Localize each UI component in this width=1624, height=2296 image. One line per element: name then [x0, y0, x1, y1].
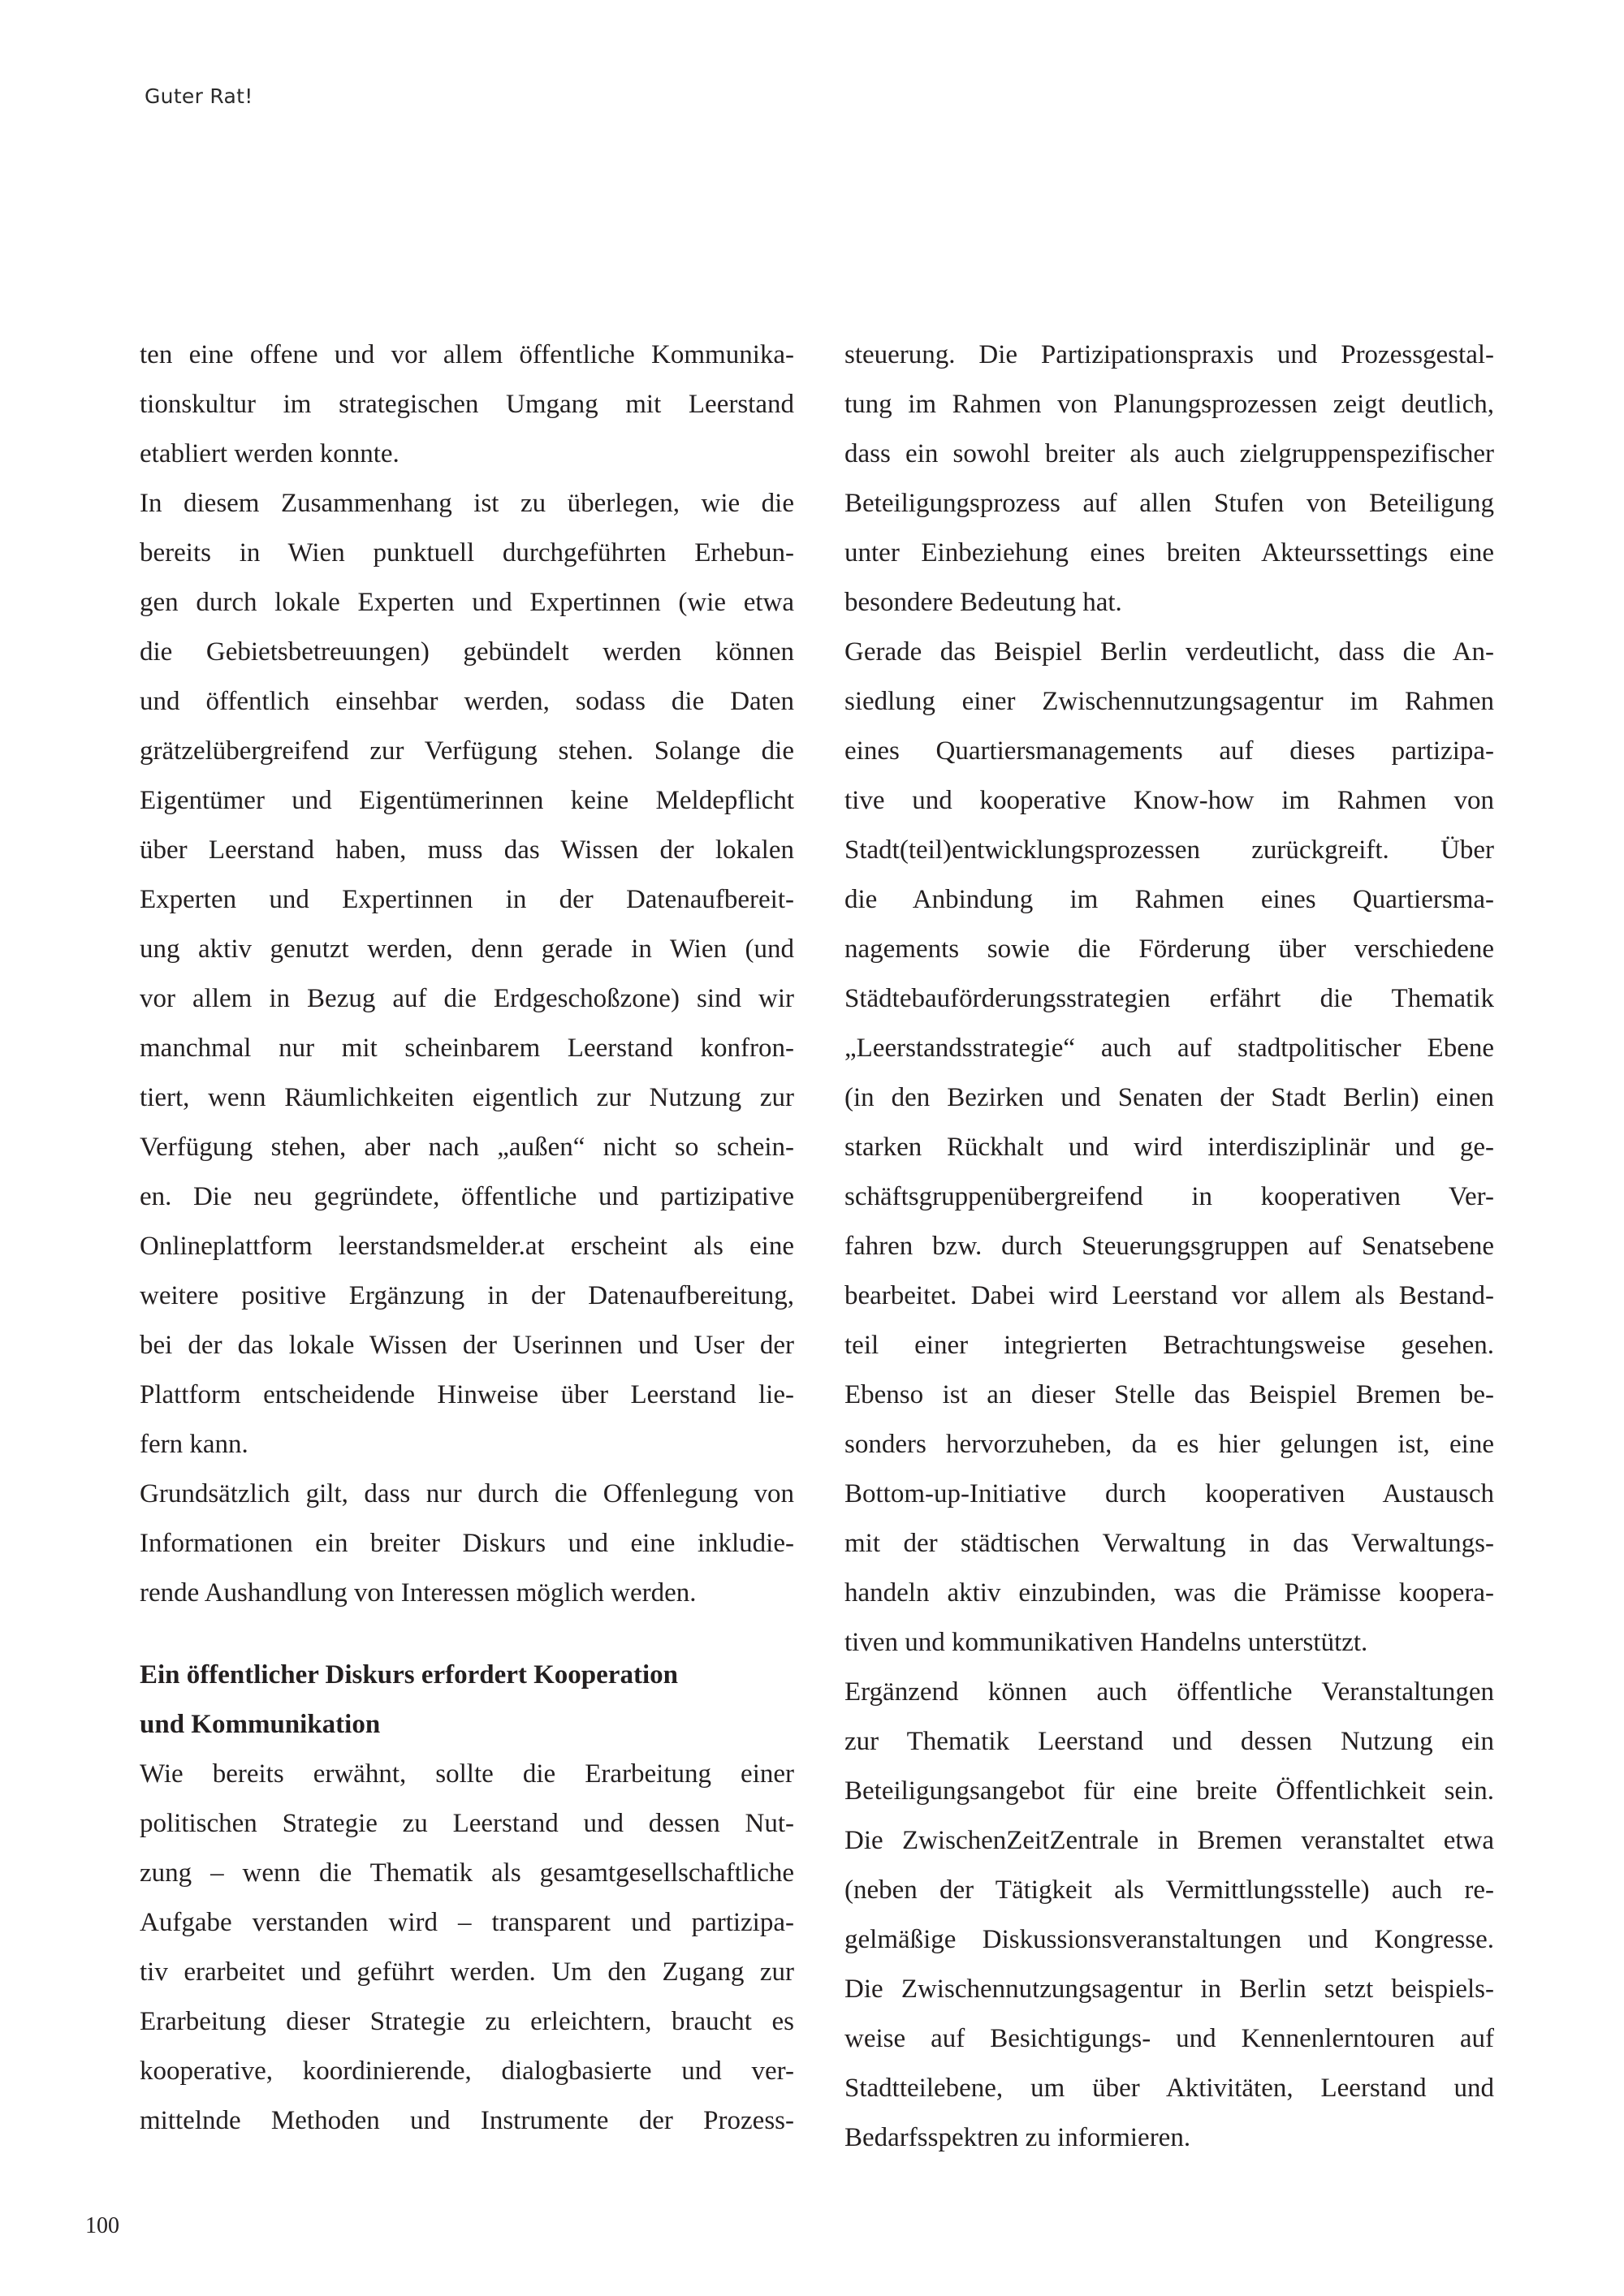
- text-line: und öffentlich einsehbar werden, sodass die Daten: [140, 687, 794, 716]
- text-line: Onlineplattform leerstandsmelder.at erscheint als eine: [140, 1232, 794, 1261]
- right-text-column: [844, 330, 1494, 2163]
- text-line: Verfügung stehen, aber nach „außen“ nicht so schein-: [140, 1133, 794, 1162]
- text-line: handeln aktiv einzubinden, was die Prämisse koopera-: [844, 1578, 1494, 1608]
- text-line: „Leerstandsstrategie“ auch auf stadtpolitischer Ebene: [844, 1034, 1494, 1063]
- text-line: Erarbeitung dieser Strategie zu erleichtern, braucht es: [140, 2007, 794, 2036]
- text-line: bereits in Wien punktuell durchgeführten Erhebun-: [140, 538, 794, 568]
- text-line: tiert, wenn Räumlichkeiten eigentlich zur Nutzung zur: [140, 1083, 794, 1112]
- text-line: Experten und Expertinnen in der Datenaufbereit-: [140, 885, 794, 914]
- text-line: Städtebauförderungsstrategien erfährt die Thematik: [844, 984, 1494, 1013]
- text-line: Plattform entscheidende Hinweise über Leerstand lie-: [140, 1380, 794, 1409]
- page-number: 100: [85, 2213, 119, 2238]
- text-line: ung aktiv genutzt werden, denn gerade in Wien (und: [140, 934, 794, 964]
- text-line: rende Aushandlung von Interessen möglich werden.: [140, 1578, 697, 1608]
- text-line: mittelnde Methoden und Instrumente der Prozess-: [140, 2106, 794, 2135]
- text-line: steuerung. Die Partizipationspraxis und Prozessgestal-: [844, 340, 1494, 369]
- text-line: fahren bzw. durch Steuerungsgruppen auf Senatsebene: [844, 1232, 1494, 1261]
- text-line: tionskultur im strategischen Umgang mit Leerstand: [140, 390, 794, 419]
- text-line: Eigentümer und Eigentümerinnen keine Meldepflicht: [140, 786, 794, 815]
- text-line: zung – wenn die Thematik als gesamtgesellschaftliche: [140, 1858, 794, 1888]
- text-line: Stadtteilebene, um über Aktivitäten, Leerstand und: [844, 2074, 1494, 2103]
- text-line: Ebenso ist an dieser Stelle das Beispiel Bremen be-: [844, 1380, 1494, 1409]
- text-line: zur Thematik Leerstand und dessen Nutzung ein: [844, 1727, 1494, 1756]
- text-line: Stadt(teil)entwicklungsprozessen zurückgreift. Über: [844, 835, 1494, 865]
- text-line: ten eine offene und vor allem öffentliche Kommunika-: [140, 340, 794, 369]
- left-text-column: [140, 330, 794, 2146]
- text-line: kooperative, koordinierende, dialogbasierte und ver-: [140, 2056, 794, 2086]
- text-line: sonders hervorzuheben, da es hier gelungen ist, eine: [844, 1430, 1494, 1459]
- text-line: In diesem Zusammenhang ist zu überlegen, wie die: [140, 489, 794, 518]
- text-line: tiven und kommunikativen Handelns unterstützt.: [844, 1628, 1368, 1657]
- text-line: tiv erarbeitet und geführt werden. Um den Zugang zur: [140, 1957, 794, 1987]
- section-heading: Ein öffentlicher Diskurs erfordert Kooperation: [140, 1660, 678, 1690]
- text-line: Beteiligungsangebot für eine breite Öffentlichkeit sein.: [844, 1776, 1494, 1806]
- text-line: (in den Bezirken und Senaten der Stadt Berlin) einen: [844, 1083, 1494, 1112]
- text-line: bearbeitet. Dabei wird Leerstand vor allem als Bestand-: [844, 1281, 1494, 1310]
- text-line: en. Die neu gegründete, öffentliche und partizipative: [140, 1182, 794, 1211]
- text-line: nagements sowie die Förderung über verschiedene: [844, 934, 1494, 964]
- text-line: grätzelübergreifend zur Verfügung stehen. Solange die: [140, 736, 794, 766]
- text-line: politischen Strategie zu Leerstand und dessen Nut-: [140, 1809, 794, 1838]
- text-line: Grundsätzlich gilt, dass nur durch die Offenlegung von: [140, 1479, 794, 1508]
- text-line: Ergänzend können auch öffentliche Veranstaltungen: [844, 1677, 1494, 1707]
- text-line: unter Einbeziehung eines breiten Akteurssettings eine: [844, 538, 1494, 568]
- section-heading: und Kommunikation: [140, 1710, 381, 1739]
- text-line: gelmäßige Diskussionsveranstaltungen und Kongresse.: [844, 1925, 1494, 1954]
- text-line: die Anbindung im Rahmen eines Quartiersma-: [844, 885, 1494, 914]
- text-line: Gerade das Beispiel Berlin verdeutlicht, dass die An-: [844, 637, 1494, 667]
- text-line: Bedarfsspektren zu informieren.: [844, 2123, 1191, 2152]
- text-line: fern kann.: [140, 1430, 248, 1459]
- text-line: eines Quartiersmanagements auf dieses partizipa-: [844, 736, 1494, 766]
- text-line: schäftsgruppenübergreifend in kooperativen Ver-: [844, 1182, 1494, 1211]
- text-line: manchmal nur mit scheinbarem Leerstand konfron-: [140, 1034, 794, 1063]
- text-line: etabliert werden konnte.: [140, 439, 400, 468]
- text-line: tung im Rahmen von Planungsprozessen zeigt deutlich,: [844, 390, 1494, 419]
- text-line: über Leerstand haben, muss das Wissen der lokalen: [140, 835, 794, 865]
- text-line: mit der städtischen Verwaltung in das Verwaltungs-: [844, 1529, 1494, 1558]
- text-line: teil einer integrierten Betrachtungsweise gesehen.: [844, 1331, 1494, 1360]
- text-line: die Gebietsbetreuungen) gebündelt werden können: [140, 637, 794, 667]
- paragraph-spacer: [140, 1618, 794, 1651]
- text-line: weitere positive Ergänzung in der Datenaufbereitung,: [140, 1281, 794, 1310]
- text-line: vor allem in Bezug auf die Erdgeschoßzone) sind wir: [140, 984, 794, 1013]
- text-line: Beteiligungsprozess auf allen Stufen von Beteiligung: [844, 489, 1494, 518]
- text-line: siedlung einer Zwischennutzungsagentur im Rahmen: [844, 687, 1494, 716]
- text-line: (neben der Tätigkeit als Vermittlungsstelle) auch re-: [844, 1875, 1494, 1905]
- text-line: bei der das lokale Wissen der Userinnen und User der: [140, 1331, 794, 1360]
- text-line: Die ZwischenZeitZentrale in Bremen veranstaltet etwa: [844, 1826, 1494, 1855]
- running-head-title: Guter Rat!: [145, 84, 253, 108]
- text-line: starken Rückhalt und wird interdisziplinär und ge-: [844, 1133, 1494, 1162]
- text-line: weise auf Besichtigungs- und Kennenlerntouren auf: [844, 2024, 1494, 2053]
- text-line: dass ein sowohl breiter als auch zielgruppenspezifischer: [844, 439, 1494, 468]
- text-line: Bottom-up-Initiative durch kooperativen Austausch: [844, 1479, 1494, 1508]
- text-line: Informationen ein breiter Diskurs und eine inkludie-: [140, 1529, 794, 1558]
- text-line: Aufgabe verstanden wird – transparent und partizipa-: [140, 1908, 794, 1937]
- text-line: Die Zwischennutzungsagentur in Berlin setzt beispiels-: [844, 1974, 1494, 2004]
- text-line: tive und kooperative Know-how im Rahmen von: [844, 786, 1494, 815]
- text-line: Wie bereits erwähnt, sollte die Erarbeitung einer: [140, 1759, 794, 1789]
- text-line: gen durch lokale Experten und Expertinnen (wie etwa: [140, 588, 794, 617]
- text-line: besondere Bedeutung hat.: [844, 588, 1122, 617]
